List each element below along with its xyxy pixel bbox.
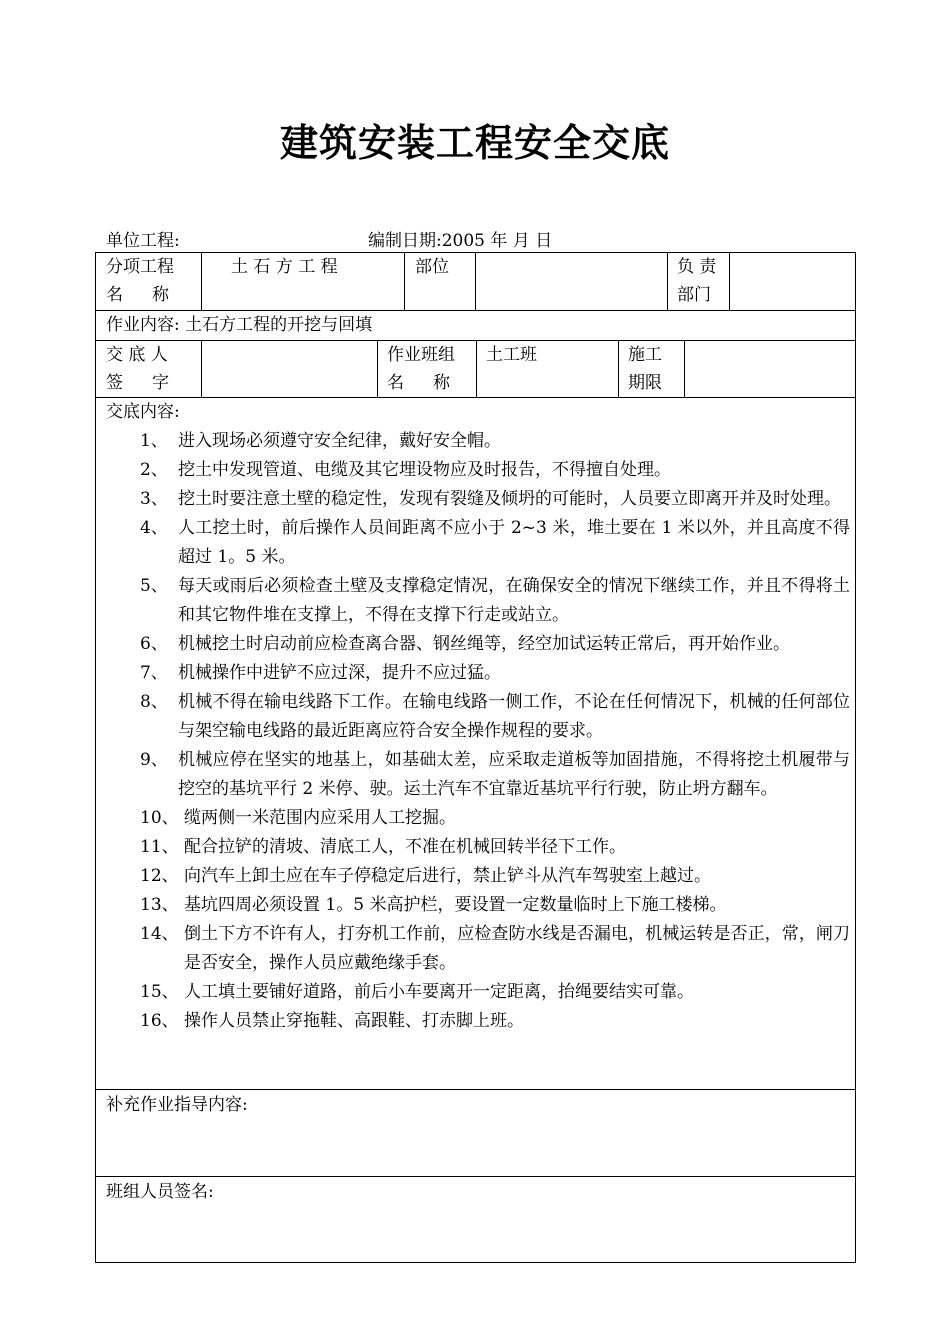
col-divider: [201, 340, 202, 397]
briefer-label-line2: 签 字: [106, 373, 175, 393]
list-item: 2、 挖土中发现管道、电缆及其它埋设物应及时报告，不得擅自处理。: [140, 460, 671, 480]
briefing-items-list: [140, 427, 850, 1036]
col-divider: [618, 340, 619, 397]
col-divider: [475, 252, 476, 310]
briefer-label-line1: 交 底 人: [106, 345, 168, 365]
supplementary-guidance-label: 补充作业指导内容:: [106, 1095, 248, 1115]
col-divider: [684, 340, 685, 397]
row-divider: [95, 1089, 856, 1090]
briefing-content-label: 交底内容:: [106, 402, 180, 422]
list-item: 5、 每天或雨后必须检查土壁及支撑稳定情况，在确保安全的情况下继续工作，并且不得将土和其它物件堆在支撑上，不得在支撑下行走或站立。: [140, 576, 850, 625]
list-item: 13、 基坑四周必须设置 1。5 米高护栏，要设置一定数量临时上下施工楼梯。: [140, 895, 727, 915]
list-item: 12、 向汽车上卸土应在车子停稳定后进行，禁止铲斗从汽车驾驶室上越过。: [140, 866, 711, 886]
row-divider: [95, 397, 856, 398]
sub-project-label-line1: 分项工程: [106, 257, 174, 277]
team-name-label-line1: 作业班组: [387, 345, 455, 365]
list-item: 11、 配合拉铲的清坡、清底工人，不准在机械回转半径下工作。: [140, 837, 626, 857]
list-item: 16、 操作人员禁止穿拖鞋、高跟鞋、打赤脚上班。: [140, 1011, 524, 1031]
list-item: 7、 机械操作中进铲不应过深，提升不应过猛。: [140, 663, 501, 683]
col-divider: [476, 340, 477, 397]
list-item: 9、 机械应停在坚实的地基上，如基础太差，应采取走道板等加固措施，不得将挖土机履带与挖空的基坑平行 2 米停、驶。运土汽车不宜靠近基坑平行行驶，防止坍方翻车。: [140, 750, 850, 799]
list-item: 10、 缆两侧一米范围内应采用人工挖掘。: [140, 808, 456, 828]
list-item: 1、 进入现场必须遵守安全纪律，戴好安全帽。: [140, 431, 501, 451]
list-item: 8、 机械不得在输电线路下工作。在输电线路一侧工作，不论在任何情况下，机械的任何部位与架空输电线路的最近距离应符合安全操作规程的要求。: [140, 692, 850, 741]
col-divider: [729, 252, 730, 310]
sub-project-label-line2: 名 称: [106, 285, 175, 305]
work-content: 作业内容: 土石方工程的开挖与回填: [106, 315, 373, 335]
list-item: 4、 人工挖土时，前后操作人员间距离不应小于 2~3 米，堆土要在 1 米以外，并且高度不得超过 1。5 米。: [140, 518, 850, 567]
col-divider: [201, 252, 202, 310]
team-name-label-line2: 名 称: [387, 373, 456, 393]
col-divider: [667, 252, 668, 310]
row-divider: [95, 1176, 856, 1177]
document-title: 建筑安装工程安全交底: [279, 120, 670, 165]
col-divider: [404, 252, 405, 310]
list-item: 15、 人工填土要铺好道路，前后小车要离开一定距离，抬绳要结实可靠。: [140, 982, 694, 1002]
list-item: 6、 机械挖土时启动前应检查离合器、钢丝绳等，经空加试运转正常后，再开始作业。: [140, 634, 790, 654]
construction-period-label-line1: 施工: [628, 345, 662, 365]
compile-date-label: 编制日期:2005 年 月 日: [368, 231, 553, 251]
sub-project-value: 土 石 方 工 程: [231, 257, 338, 277]
list-item: 14、 倒土下方不许有人，打夯机工作前，应检查防水线是否漏电，机械运转是否正，常，闸刀是否安全，操作人员应戴绝缘手套。: [140, 924, 850, 973]
responsible-dept-label-line1: 负 责: [677, 257, 717, 277]
unit-project-label: 单位工程:: [106, 231, 180, 251]
part-label: 部位: [415, 257, 449, 277]
responsible-dept-label-line2: 部门: [677, 285, 711, 305]
construction-period-label-line2: 期限: [628, 373, 662, 393]
team-member-signature-label: 班组人员签名:: [106, 1182, 214, 1202]
col-divider: [377, 340, 378, 397]
list-item: 3、 挖土时要注意土壁的稳定性，发现有裂缝及倾坍的可能时，人员要立即离开并及时处理。: [140, 489, 841, 509]
team-name-value: 土工班: [486, 345, 537, 365]
